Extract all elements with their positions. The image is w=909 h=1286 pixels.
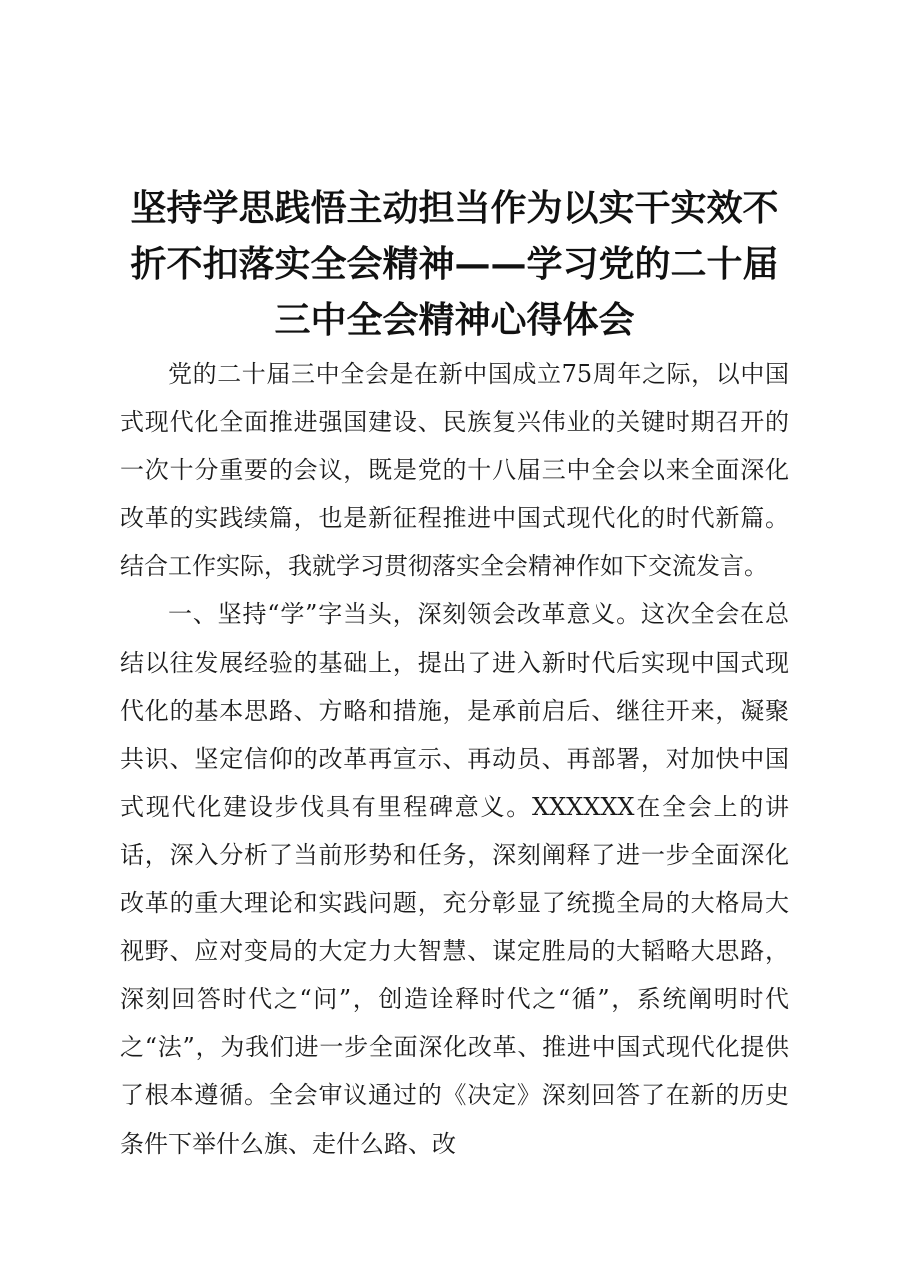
paragraph-intro: 党的二十届三中全会是在新中国成立75周年之际，以中国式现代化全面推进强国建设、民族复兴伟业的关键时期召开的一次十分重要的会议，既是党的十八届三中全会以来全面深化改革的实践续篇，也是新征程推进中国式现代化的时代新篇。结合工作实际，我就学习贯彻落实全会精神作如下交流发言。 [120,360,789,581]
document-body [120,350,789,1168]
document-title: 坚持学思践悟主动担当作为以实干实效不折不扣落实全会精神——学习党的二十届三中全会精神心得体会 [130,187,779,341]
paragraph-section-one: 一、坚持“学”字当头，深刻领会改革意义。这次全会在总结以往发展经验的基础上，提出了进入新时代后实现中国式现代化的基本思路、方略和措施，是承前启后、继往开来，凝聚共识、坚定信仰的改革再宣示、再动员、再部署，对加快中国式现代化建设步伐具有里程碑意义。XXXXXX在全会上的讲话，深入分析了当前形势和任务，深刻阐释了进一步全面深化改革的重大理论和实践问题，充分彰显了统揽全局的大格局大视野、应对变局的大定力大智慧、谋定胜局的大韬略大思路，深刻回答时代之“问”，创造诠释时代之“循”，系统阐明时代之“法”，为我们进一步全面深化改革、推进中国式现代化提供了根本遵循。全会审议通过的《决定》深刻回答了在新的历史条件下举什么旗、走什么路、改 [120,600,789,1158]
